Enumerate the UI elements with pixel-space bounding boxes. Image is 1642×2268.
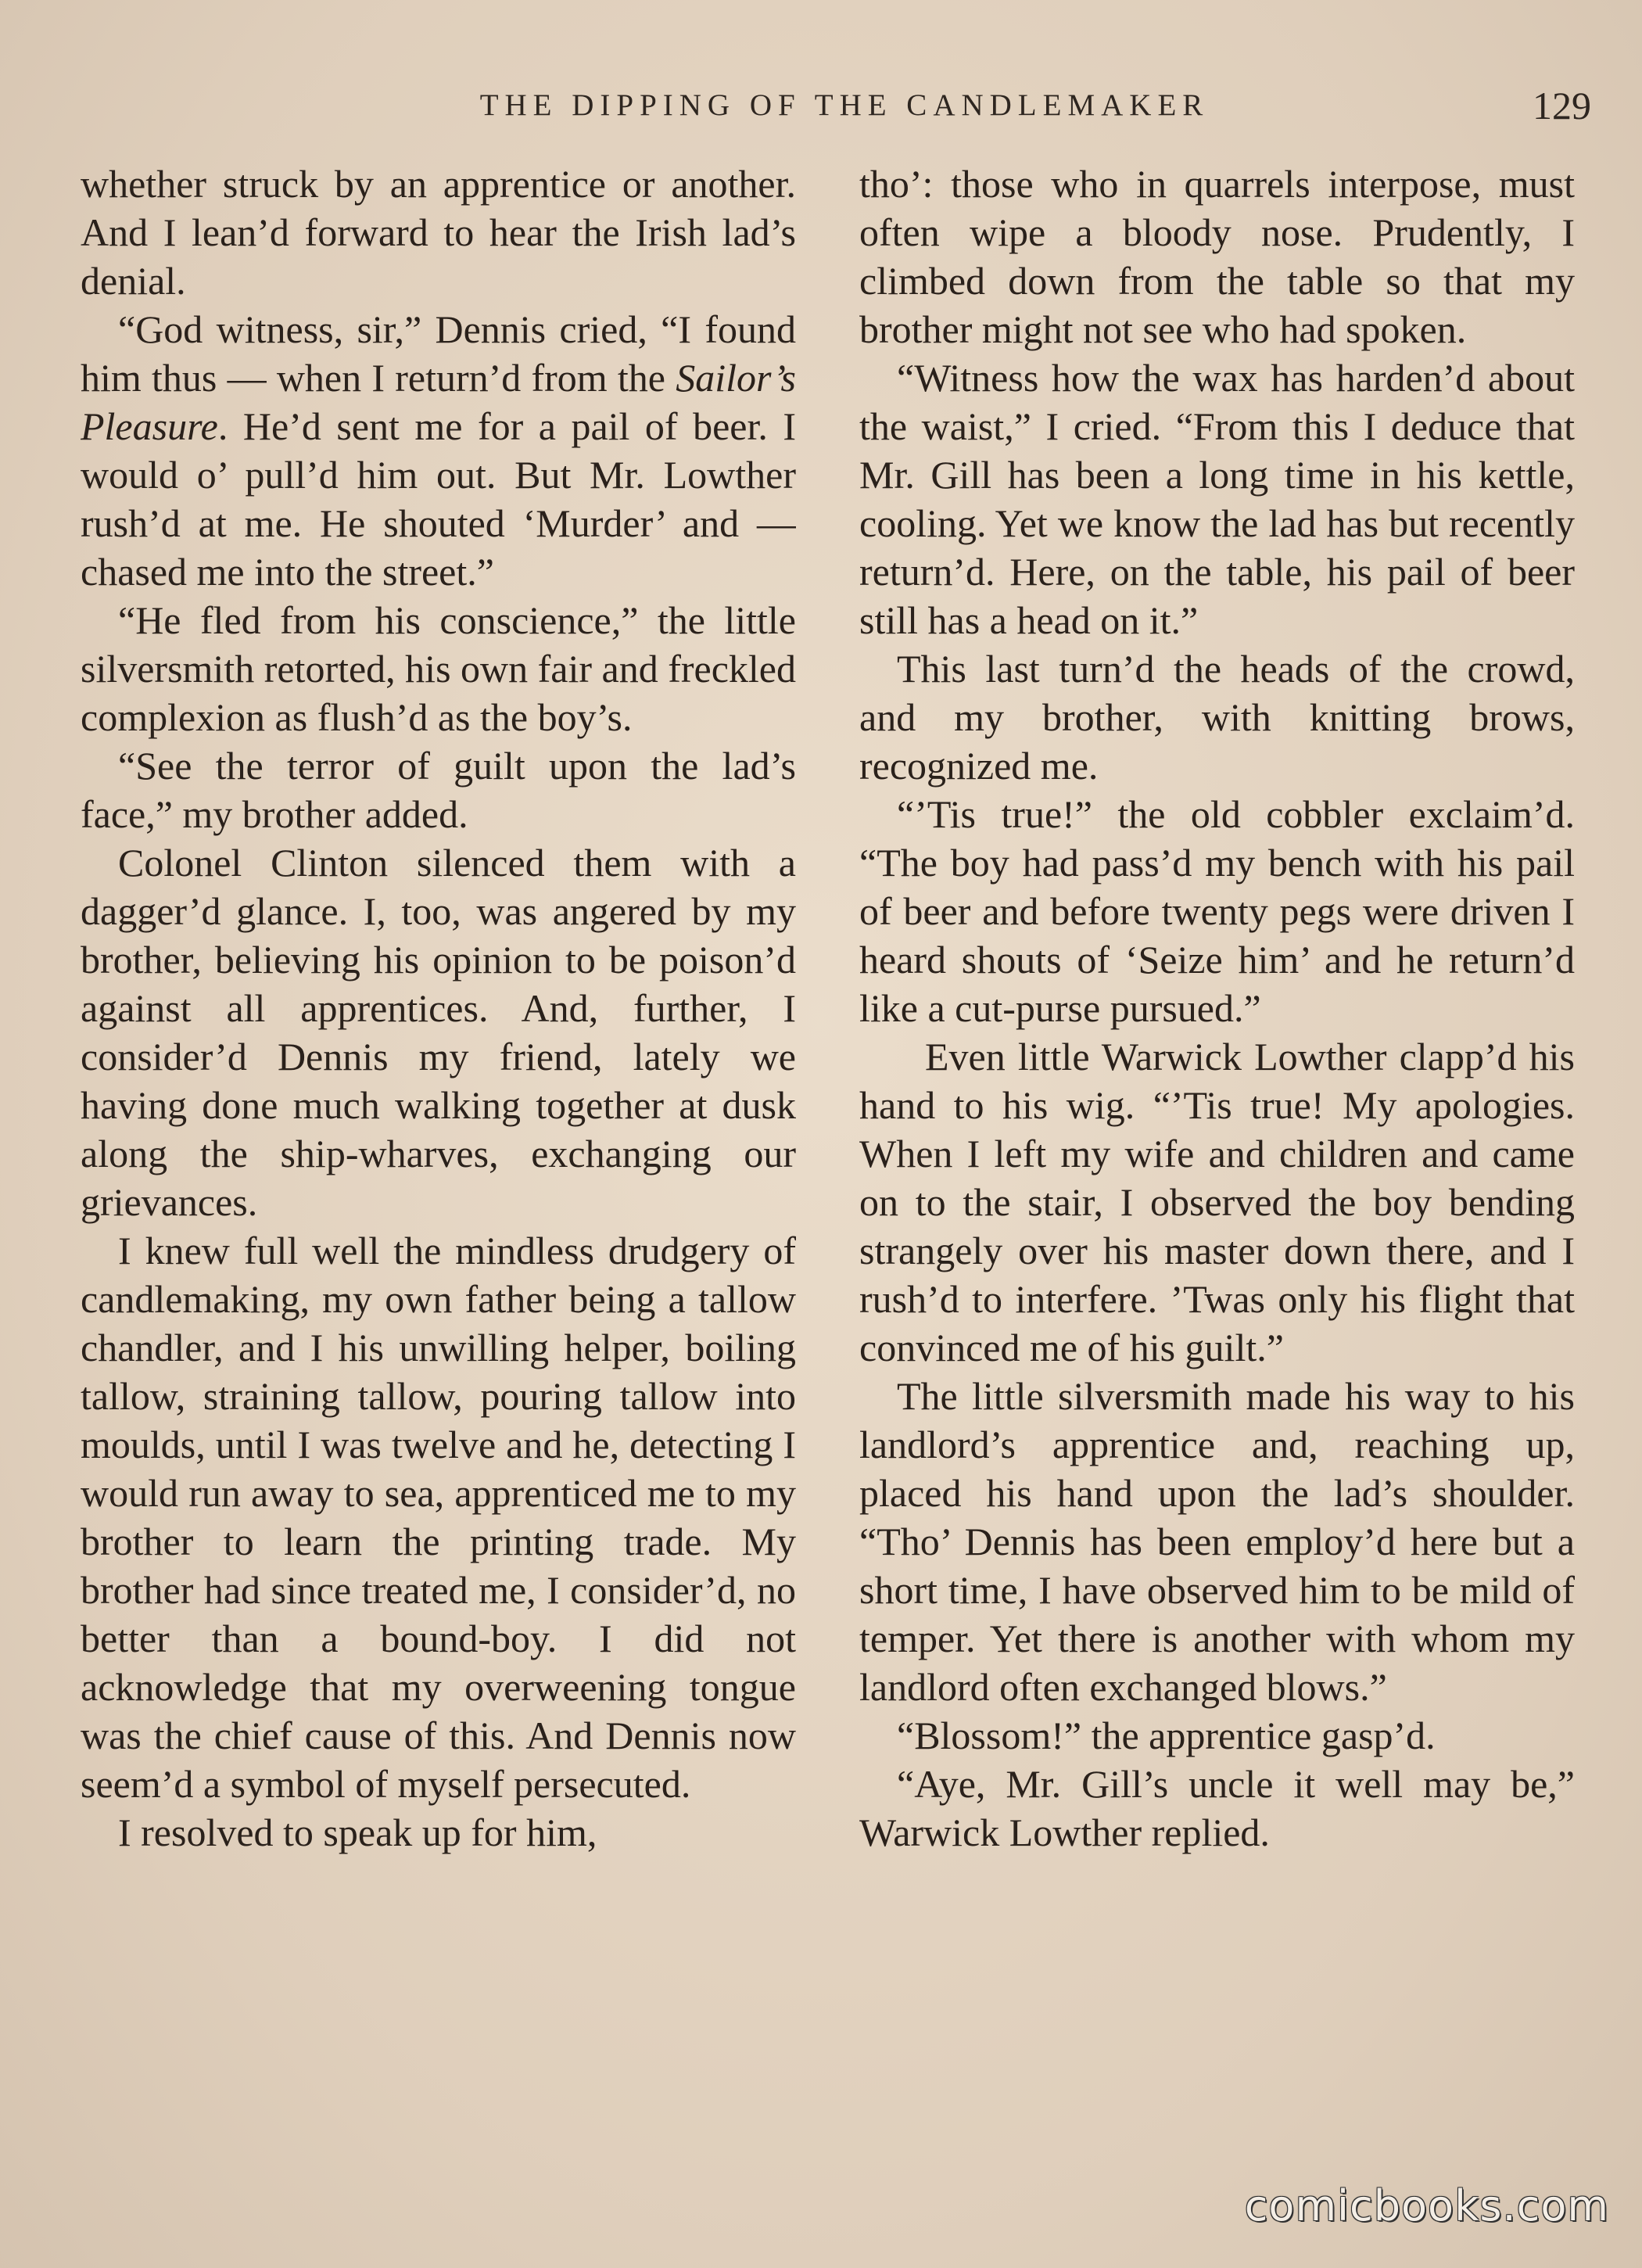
paragraph: This last turn’d the heads of the crowd, and my brother, with knitting brows, recognized me. bbox=[859, 647, 1575, 788]
paragraph: “Aye, Mr. Gill’s uncle it well may be,” Warwick Lowther replied. bbox=[859, 1762, 1575, 1854]
paragraph: The little silversmith made his way to his landlord’s apprentice and, reaching up, placed his hand upon the lad’s shoulder. “Tho’ Dennis has been employ’d here but a short time, I have observed him to be mild of temper. Yet there is another with whom my landlord often exchanged blows.” bbox=[859, 1374, 1575, 1709]
paragraph: Colonel Clinton silenced them with a dagger’d glance. I, too, was angered by my brother, believing his opinion to be poison’d against all apprentices. And, further, I consider’d Dennis my friend, lately we having done much walking together at dusk along the ship-wharves, exchanging our grievances. bbox=[81, 841, 796, 1224]
page-number: 129 bbox=[1533, 84, 1591, 127]
page-header bbox=[0, 84, 1642, 135]
paragraph: “He fled from his conscience,” the little silversmith retorted, his own fair and freckled complexion as flush’d as the boy’s. bbox=[81, 598, 796, 739]
paragraph-text: “God witness, sir,” Dennis cried, “I found him thus — when I return’d from the bbox=[81, 307, 796, 400]
paragraph: I knew full well the mindless drudgery of candlemaking, my own father being a tallow chandler, and I his unwilling helper, boiling tallow, straining tallow, pouring tallow into moulds, until I was twelve and he, detecting I would run away to sea, apprenticed me to my brother to learn the printing trade. My brother had since treated me, I consider’d, no better than a bound-boy. I did not acknowledge that my overweening tongue was the chief cause of this. And Dennis now seem’d a symbol of myself persecuted. bbox=[81, 1229, 796, 1806]
paragraph: whether struck by an apprentice or another. And I lean’d forward to hear the Irish lad’s denial. bbox=[81, 162, 796, 303]
paragraph: “’Tis true!” the old cobbler exclaim’d. “The boy had pass’d my bench with his pail of beer and before twenty pegs were driven I heard shouts of ‘Seize him’ and he return’d like a cut-purse pursued.” bbox=[859, 792, 1575, 1030]
paragraph: “Witness how the wax has harden’d about the waist,” I cried. “From this I deduce that Mr. Gill has been a long time in his kettle, cooling. Yet we know the lad has but recently return’d. Here, on the table, his pail of beer still has a head on it.” bbox=[859, 356, 1575, 642]
paragraph: “See the terror of guilt upon the lad’s face,” my brother added. bbox=[81, 744, 796, 836]
paragraph: Even little Warwick Lowther clapp’d his hand to his wig. “’Tis true! My apologies. When I left my wife and children and came on to the stair, I observed the boy bending strangely over his master down there, and I rush’d to interfere. ’Twas only his flight that convinced me of his guilt.” bbox=[859, 1035, 1575, 1369]
watermark: comicbooks.com bbox=[1244, 2181, 1609, 2230]
italic-title: Sailor’s Pleasure bbox=[81, 356, 796, 448]
right-column bbox=[859, 160, 1575, 2162]
paragraph: “Blossom!” the apprentice gasp’d. bbox=[897, 1714, 1436, 1757]
running-title: THE DIPPING OF THE CANDLEMAKER bbox=[479, 88, 1210, 122]
paragraph: I resolved to speak up for him, bbox=[118, 1810, 597, 1854]
paragraph-text: . He’d sent me for a pail of beer. I would o’ pull’d him out. But Mr. Lowther rush’d at me. He shouted ‘Murder’ and — chased me into the street.” bbox=[81, 404, 796, 594]
paragraph bbox=[81, 305, 796, 596]
left-column bbox=[81, 160, 796, 2162]
paragraph: tho’: those who in quarrels interpose, must often wipe a bloody nose. Prudently, I climbed down from the table so that my brother might not see who had spoken. bbox=[859, 162, 1575, 351]
